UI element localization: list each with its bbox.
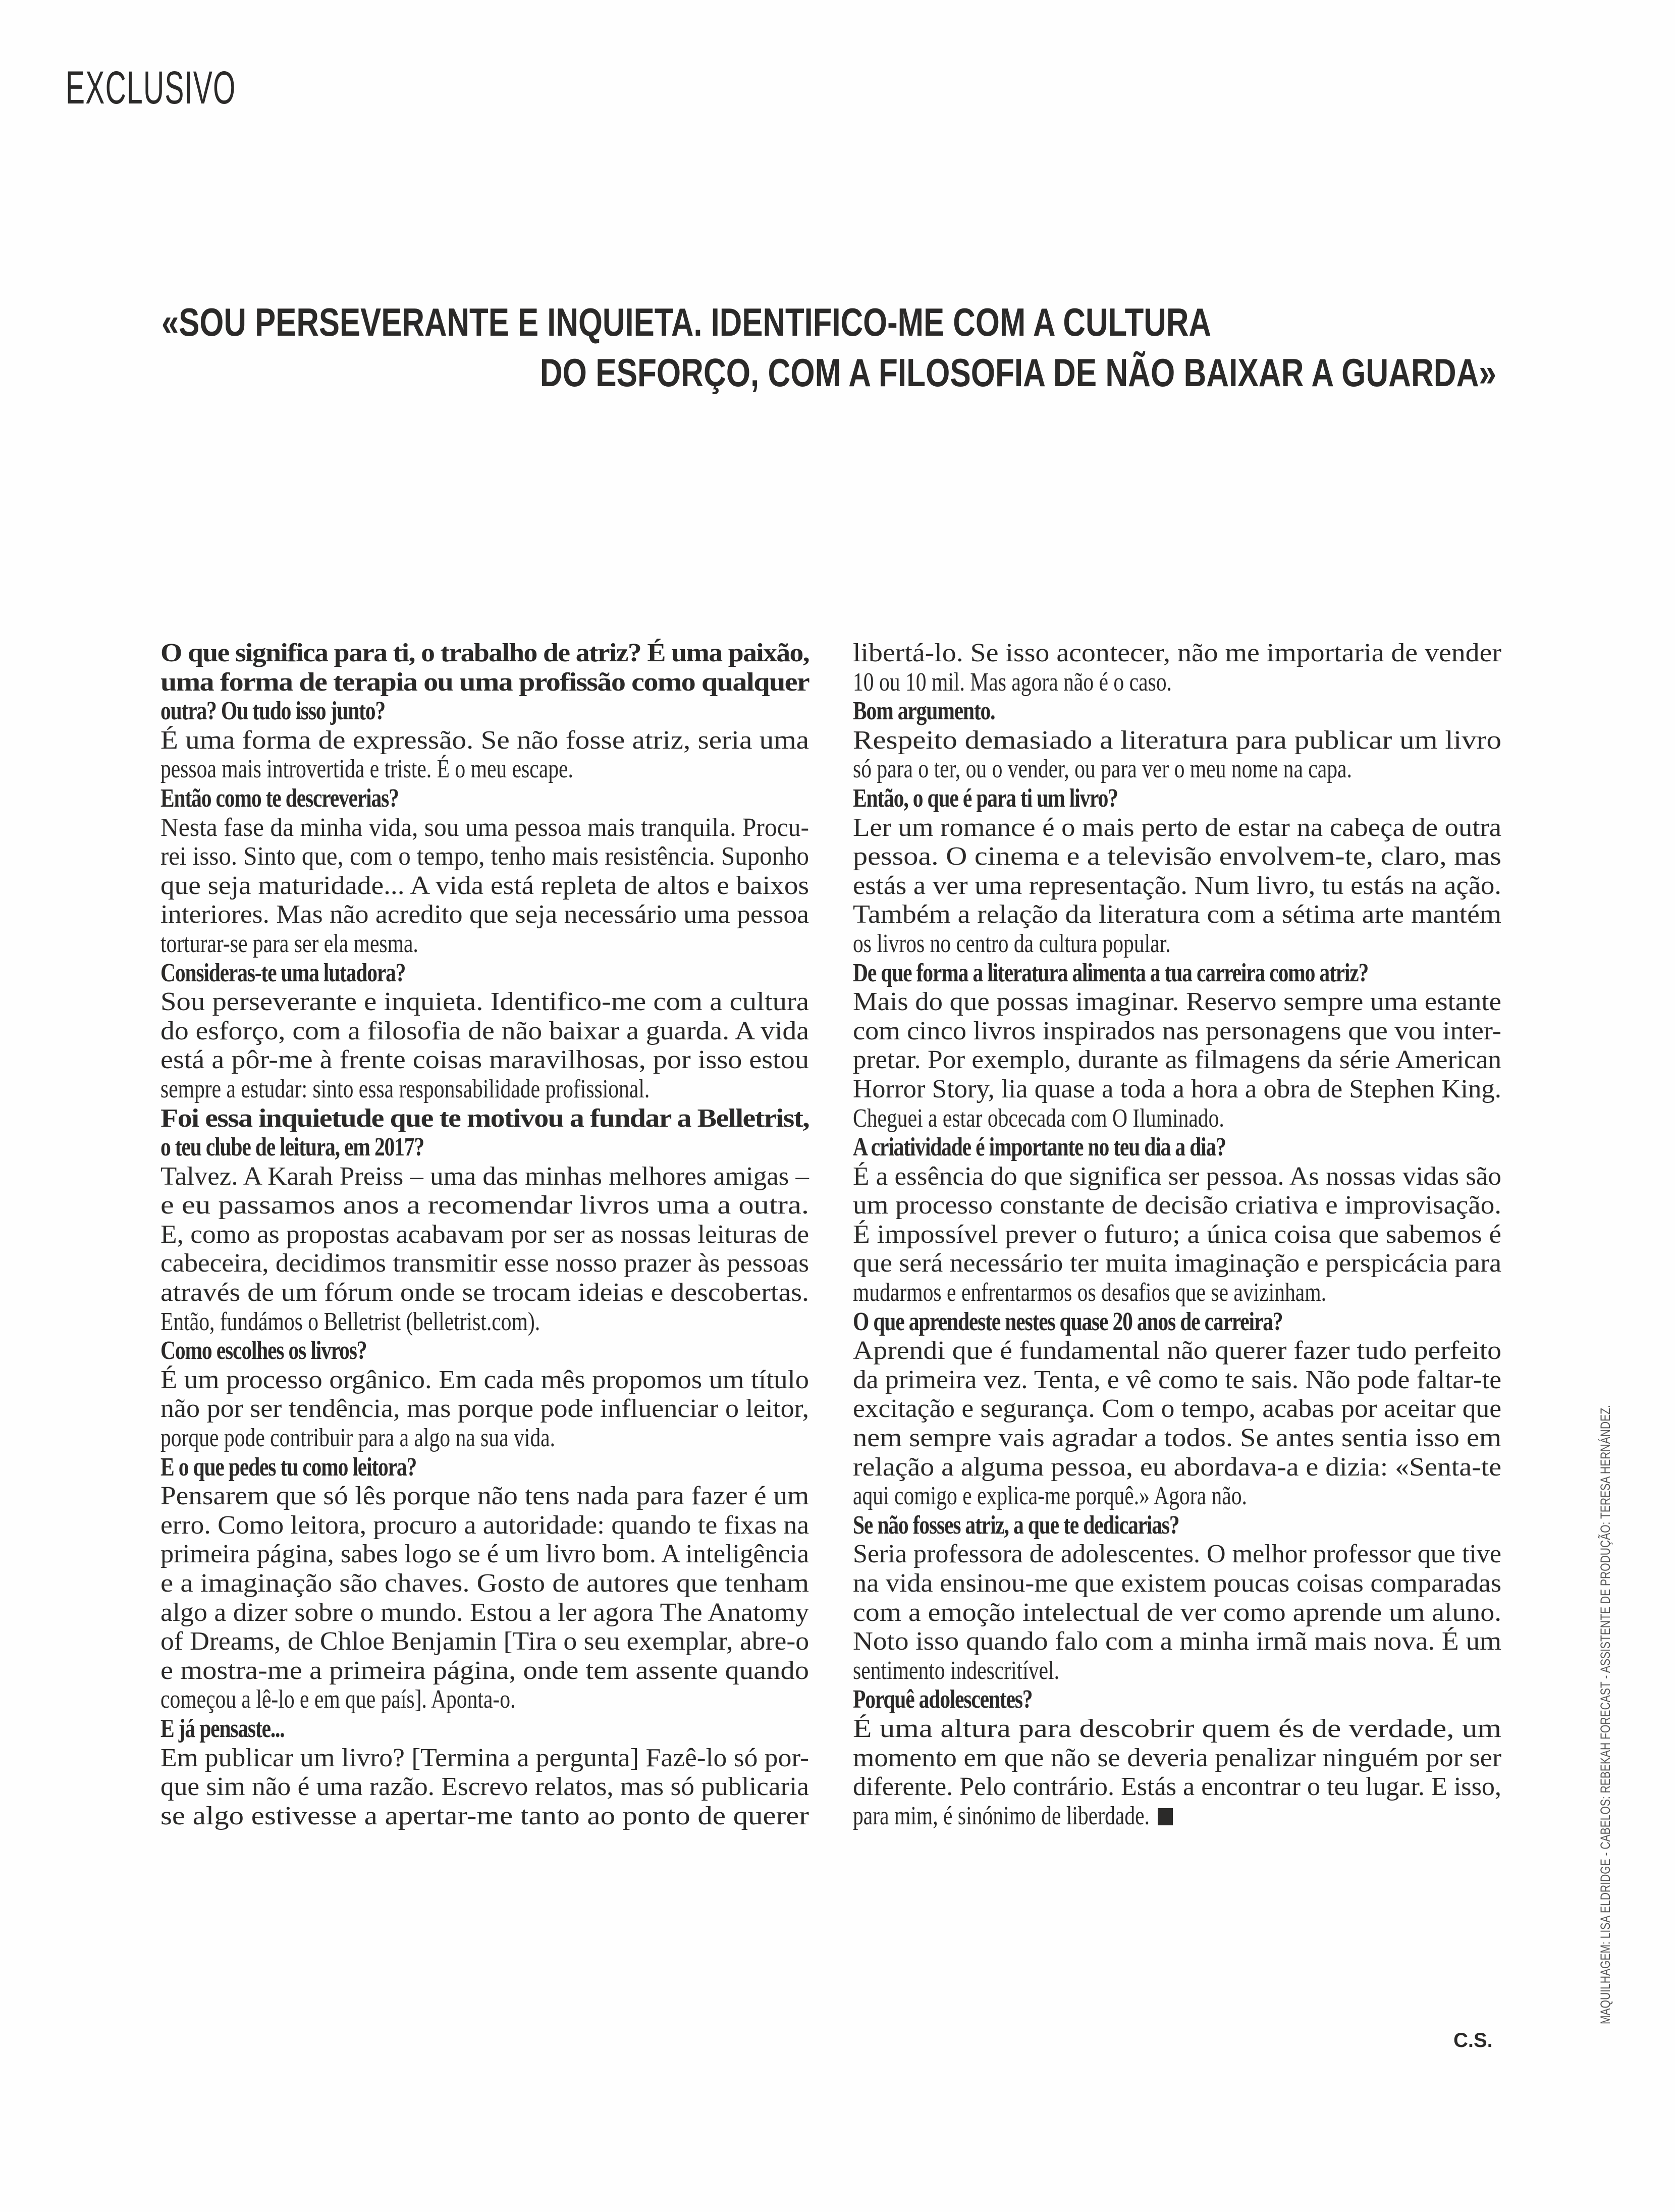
line-text: do esforço, com a filosofia de não baixar a guarda. A vida (160, 1016, 809, 1045)
interview-answer-line (853, 1162, 1504, 1191)
line-text: Ler um romance é o mais perto de estar na cabeça de outra (853, 813, 1502, 842)
line-text: momento em que não se deveria penalizar ninguém por ser (853, 1743, 1501, 1772)
interview-answer-line (160, 1627, 812, 1656)
interview-answer-line (853, 1627, 1504, 1656)
line-text: o teu clube de leitura, em 2017? (160, 1133, 424, 1162)
interview-answer-line (853, 1075, 1504, 1104)
line-text: É uma forma de expressão. Se não fosse atriz, seria uma (160, 725, 809, 755)
interview-answer-line (853, 1104, 1504, 1133)
line-text: sempre a estudar: sinto essa responsabilidade profissional. (160, 1074, 650, 1103)
line-text: não por ser tendência, mas porque pode influenciar o leitor, (160, 1394, 809, 1424)
interview-question-line (160, 1336, 812, 1365)
interview-answer-line (853, 871, 1504, 901)
line-text: A criatividade é importante no teu dia a dia? (853, 1133, 1226, 1162)
line-text: aqui comigo e explica-me porquê.» Agora não. (853, 1482, 1247, 1511)
interview-answer-line (160, 929, 812, 959)
line-text: da primeira vez. Tenta, e vê como te sais. Não pode faltar-te (853, 1365, 1502, 1394)
line-text: na vida ensinou-me que existem poucas coisas comparadas (853, 1569, 1502, 1598)
interview-answer-line (853, 1744, 1504, 1773)
line-text: Consideras-te uma lutadora? (160, 958, 406, 987)
line-text: que sim não é uma razão. Escrevo relatos, mas só publicaria (160, 1772, 809, 1802)
interview-answer-line (853, 842, 1504, 871)
line-text: algo a dizer sobre o mundo. Estou a ler agora The Anatomy (160, 1598, 809, 1627)
interview-answer-line (160, 987, 812, 1017)
pull-quote-line-2: DO ESFORÇO, COM A FILOSOFIA DE NÃO BAIXAR A GUARDA» (539, 350, 1496, 395)
line-text: De que forma a literatura alimenta a tua carreira como atriz? (853, 958, 1369, 987)
line-text: está a pôr-me à frente coisas maravilhosas, por isso estou (160, 1045, 809, 1075)
line-text: outra? Ou tudo isso junto? (160, 697, 385, 726)
interview-answer-line (853, 1802, 1504, 1831)
interview-question-line (853, 1511, 1504, 1540)
line-text: 10 ou 10 mil. Mas agora não é o caso. (853, 667, 1172, 697)
line-text: Em publicar um livro? [Termina a pergunta] Fazê-lo só por- (160, 1743, 809, 1772)
line-text: com cinco livros inspirados nas personagens que vou inter- (853, 1016, 1502, 1045)
line-text: rei isso. Sinto que, com o tempo, tenho mais resistência. Suponho (160, 842, 809, 871)
interview-answer-line (160, 1511, 812, 1540)
line-text: torturar-se para ser ela mesma. (160, 929, 418, 958)
line-text: Aprendi que é fundamental não querer fazer tudo perfeito (853, 1336, 1501, 1365)
line-text: um processo constante de decisão criativa e improvisação. (853, 1191, 1502, 1220)
interview-answer-line (853, 1453, 1504, 1482)
interview-question-line (853, 1307, 1504, 1337)
interview-answer-line (853, 668, 1504, 697)
line-text: of Dreams, de Chloe Benjamin [Tira o seu exemplar, abre-o (160, 1627, 809, 1656)
line-text: Também a relação da literatura com a sétima arte mantém (853, 900, 1502, 929)
line-text: para mim, é sinónimo de liberdade. (853, 1801, 1150, 1830)
line-text: estás a ver uma representação. Num livro, tu estás na ação. (853, 871, 1501, 900)
interview-answer-line (853, 900, 1504, 929)
interview-answer-line (853, 755, 1504, 784)
line-text: uma forma de terapia ou uma profissão como qualquer (160, 667, 809, 697)
line-text: Se não fosses atriz, a que te dedicarias? (853, 1510, 1179, 1540)
line-text: relação a alguma pessoa, eu abordava-a e dizia: «Senta-te (853, 1452, 1502, 1482)
line-text: Mais do que possas imaginar. Reservo sempre uma estante (853, 987, 1501, 1017)
line-text: Então, o que é para ti um livro? (853, 783, 1118, 813)
line-text: só para o ter, ou o vender, ou para ver o meu nome na capa. (853, 755, 1352, 784)
interview-answer-line (160, 1569, 812, 1598)
interview-answer-line (160, 1540, 812, 1569)
interview-answer-line (853, 1424, 1504, 1453)
interview-answer-line (160, 1598, 812, 1627)
line-text: pessoa. O cinema e a televisão envolvem-te, claro, mas (853, 842, 1501, 871)
line-text: através de um fórum onde se trocam ideias e descobertas. (160, 1278, 809, 1307)
interview-question-line (160, 668, 812, 697)
line-text: cabeceira, decidimos transmitir esse nosso prazer às pessoas (160, 1249, 809, 1278)
line-text: nem sempre vais agradar a todos. Se antes sentia isso em (853, 1424, 1501, 1453)
line-text: E o que pedes tu como leitora? (160, 1452, 417, 1482)
interview-answer-line (160, 1365, 812, 1395)
line-text: que seja maturidade... A vida está repleta de altos e baixos (160, 871, 809, 900)
interview-question-line (160, 1133, 812, 1162)
interview-answer-line (853, 1220, 1504, 1249)
line-text: Respeito demasiado a literatura para publicar um livro (853, 725, 1502, 755)
line-text: erro. Como leitora, procuro a autoridade: quando te fixas na (160, 1510, 809, 1540)
article-column-right (853, 639, 1504, 1830)
interview-answer-line (853, 1714, 1504, 1744)
interview-answer-line (160, 842, 812, 871)
interview-question-line (853, 1133, 1504, 1162)
interview-question-line (853, 1685, 1504, 1714)
interview-answer-line (853, 1278, 1504, 1307)
article-column-left (160, 639, 812, 1830)
interview-answer-line (853, 1336, 1504, 1365)
interview-question-line (160, 1714, 812, 1744)
line-text: pessoa mais introvertida e triste. É o meu escape. (160, 755, 573, 784)
interview-answer-line (160, 1278, 812, 1307)
line-text: É impossível prever o futuro; a única coisa que sabemos é (853, 1220, 1501, 1249)
interview-answer-line (853, 1017, 1504, 1046)
line-text: Seria professora de adolescentes. O melhor professor que tive (853, 1540, 1501, 1569)
author-signature: C.S. (1453, 2029, 1493, 2051)
line-text: Cheguei a estar obcecada com O Iluminado. (853, 1103, 1224, 1133)
interview-answer-line (160, 900, 812, 929)
line-text: primeira página, sabes logo se é um livro bom. A inteligência (160, 1540, 809, 1569)
line-text: E, como as propostas acabavam por ser as nossas leituras de (160, 1220, 809, 1249)
line-text: Noto isso quando falo com a minha irmã mais nova. É um (853, 1627, 1502, 1656)
interview-answer-line (160, 1017, 812, 1046)
line-text: Talvez. A Karah Preiss – uma das minhas melhores amigas – (160, 1162, 809, 1191)
interview-answer-line (160, 1045, 812, 1075)
interview-answer-line (853, 1772, 1504, 1802)
interview-answer-line (160, 1772, 812, 1802)
line-text: mudarmos e enfrentarmos os desafios que se avizinham. (853, 1278, 1327, 1307)
line-text: E já pensaste... (160, 1714, 285, 1743)
line-text: com a emoção intelectual de ver como aprende um aluno. (853, 1598, 1502, 1627)
line-text: excitação e segurança. Com o tempo, acabas por aceitar que (853, 1394, 1502, 1424)
line-text: sentimento indescritível. (853, 1656, 1059, 1685)
interview-answer-line (160, 1424, 812, 1453)
interview-question-line (160, 784, 812, 813)
interview-answer-line (853, 1656, 1504, 1686)
interview-answer-line (160, 726, 812, 755)
line-text: se algo estivesse a apertar-me tanto ao ponto de querer (160, 1801, 809, 1830)
interview-answer-line (853, 929, 1504, 959)
interview-answer-line (160, 1191, 812, 1220)
interview-answer-line (160, 1307, 812, 1337)
line-text: Nesta fase da minha vida, sou uma pessoa mais tranquila. Procu- (160, 813, 809, 842)
line-text: que será necessário ter muita imaginação e perspicácia para (853, 1249, 1502, 1278)
line-text: O que significa para ti, o trabalho de atriz? É uma paixão, (160, 639, 809, 667)
line-text: Como escolhes os livros? (160, 1336, 367, 1365)
interview-answer-line (853, 1598, 1504, 1627)
line-text: Sou perseverante e inquieta. Identifico-me com a cultura (160, 987, 809, 1017)
interview-answer-line (160, 1744, 812, 1773)
line-text: e a imaginação são chaves. Gosto de autores que tenham (160, 1569, 809, 1598)
line-text: libertá-lo. Se isso acontecer, não me importaria de vender (853, 639, 1501, 667)
interview-answer-line (160, 813, 812, 842)
interview-answer-line (853, 1249, 1504, 1278)
credits-text: MAQUILHAGEM: LISA ELDRIDGE - CABELOS: REBEKAH FORECAST - ASSISTENTE DE PRODUÇÃO: TERESA HERNÁNDEZ. (1598, 1405, 1613, 2024)
interview-answer-line (853, 1191, 1504, 1220)
interview-question-line (160, 959, 812, 988)
interview-question-line (160, 639, 812, 668)
interview-answer-line (853, 726, 1504, 755)
line-text: Então como te descreverias? (160, 783, 399, 813)
interview-answer-line (853, 639, 1504, 668)
interview-answer-line (853, 1482, 1504, 1511)
interview-answer-line (853, 813, 1504, 842)
line-text: interiores. Mas não acredito que seja necessário uma pessoa (160, 900, 809, 929)
line-text: É um processo orgânico. Em cada mês propomos um título (160, 1365, 809, 1394)
line-text: começou a lê-lo e em que país]. Aponta-o. (160, 1685, 516, 1714)
interview-answer-line (160, 1656, 812, 1686)
interview-answer-line (160, 755, 812, 784)
interview-answer-line (160, 1162, 812, 1191)
line-text: Então, fundámos o Belletrist (belletrist.com). (160, 1307, 541, 1336)
interview-answer-line (160, 1249, 812, 1278)
interview-question-line (160, 1453, 812, 1482)
interview-answer-line (853, 987, 1504, 1017)
pull-quote-line-1: «SOU PERSEVERANTE E INQUIETA. IDENTIFICO-ME COM A CULTURA (161, 300, 1211, 344)
interview-answer-line (853, 1365, 1504, 1395)
line-text: Pensarem que só lês porque não tens nada para fazer é um (160, 1482, 809, 1511)
line-text: Foi essa inquietude que te motivou a fundar a Belletrist, (160, 1103, 809, 1133)
interview-answer-line (160, 871, 812, 901)
interview-question-line (853, 959, 1504, 988)
interview-answer-line (853, 1045, 1504, 1075)
interview-answer-line (853, 1394, 1504, 1424)
interview-answer-line (160, 1220, 812, 1249)
photo-credits (1599, 1230, 1612, 2024)
interview-answer-line (853, 1569, 1504, 1598)
line-text: É a essência do que significa ser pessoa. As nossas vidas são (853, 1162, 1501, 1191)
line-text: Porquê adolescentes? (853, 1685, 1033, 1714)
interview-question-line (160, 1104, 812, 1133)
line-text: porque pode contribuir para a algo na sua vida. (160, 1424, 556, 1453)
interview-question-line (853, 784, 1504, 813)
interview-answer-line (160, 1685, 812, 1714)
line-text: Bom argumento. (853, 697, 995, 726)
line-text: O que aprendeste nestes quase 20 anos de carreira? (853, 1307, 1283, 1336)
interview-answer-line (160, 1394, 812, 1424)
line-text: É uma altura para descobrir quem és de verdade, um (853, 1714, 1501, 1743)
interview-answer-line (160, 1075, 812, 1104)
line-text: e eu passamos anos a recomendar livros uma a outra. (160, 1191, 809, 1220)
line-text: os livros no centro da cultura popular. (853, 929, 1171, 958)
line-text: e mostra-me a primeira página, onde tem assente quando (160, 1656, 809, 1685)
interview-question-line (853, 697, 1504, 726)
interview-answer-line (160, 1482, 812, 1511)
end-square-icon (1158, 1808, 1173, 1825)
interview-answer-line (853, 1540, 1504, 1569)
line-text: pretar. Por exemplo, durante as filmagens da série American (853, 1045, 1502, 1075)
interview-question-line (160, 697, 812, 726)
section-label: EXCLUSIVO (66, 62, 236, 114)
interview-answer-line (160, 1802, 812, 1831)
line-text: diferente. Pelo contrário. Estás a encontrar o teu lugar. E isso, (853, 1772, 1501, 1802)
line-text: Horror Story, lia quase a toda a hora a obra de Stephen King. (853, 1074, 1501, 1103)
